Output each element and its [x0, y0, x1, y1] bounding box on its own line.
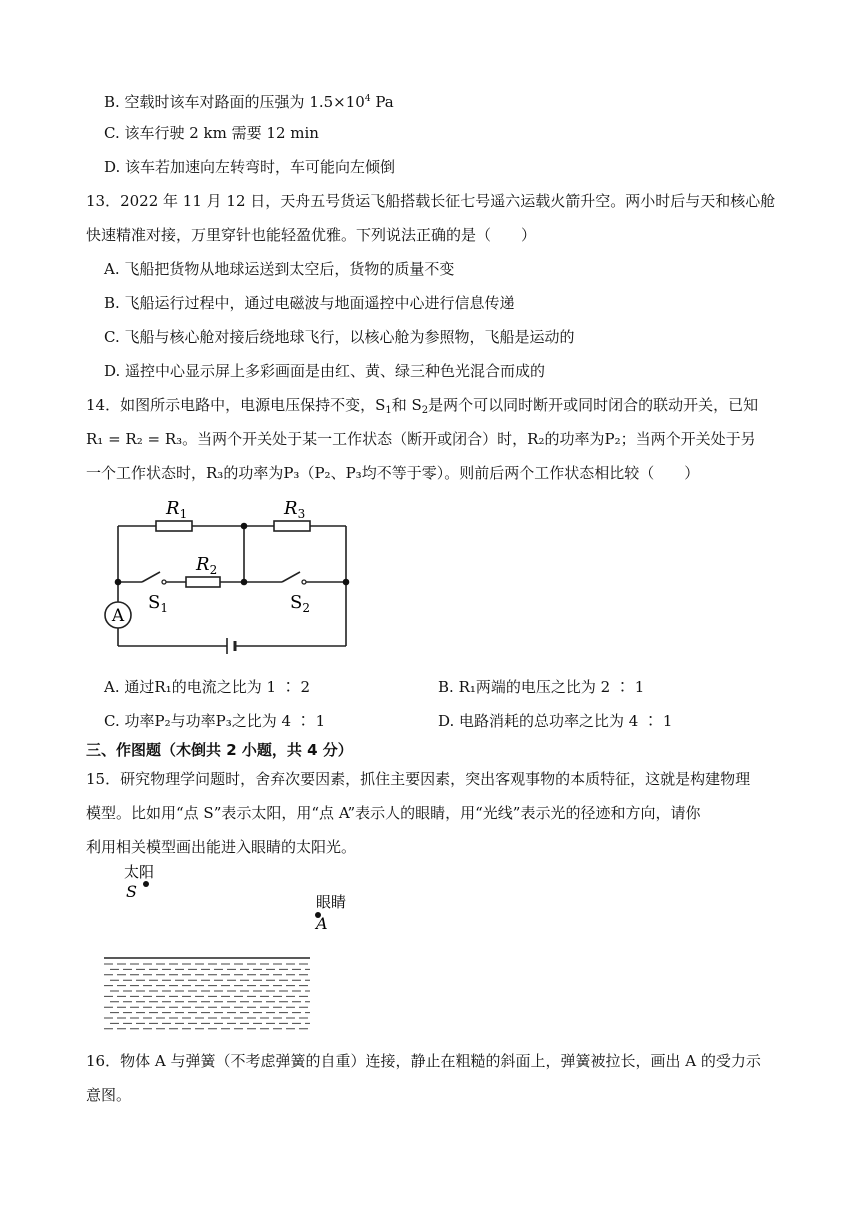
q13-stem-line2: 快速精准对接，万里穿针也能轻盈优雅。下列说法正确的是（ ）: [86, 226, 537, 244]
switch-s2-contact: [302, 580, 306, 584]
q12-option-b-unit: Pa: [370, 93, 394, 111]
q14-text: ；当两个开关处于另: [620, 430, 756, 448]
switch-s1: [142, 572, 160, 582]
q14-option-c-text: C. 功率: [104, 712, 155, 730]
resistor-r3: [274, 521, 310, 531]
q14-text: 和 S: [391, 396, 422, 414]
q14-text: 一个工作状态时，: [86, 464, 207, 482]
q14-text: 14．如图所示电路中，电源电压保持不变，S: [86, 396, 386, 414]
section-title: 三、作图题（木倒共 2 小题，共 4 分）: [86, 741, 353, 759]
label-s1: $S_1$: [148, 592, 168, 615]
q13-stem-line1: 13．2022 年 11 月 12 日，天舟五号货运飞船搭载长征七号遥六运载火箭升空。两小时后与天和核心舱: [86, 192, 776, 210]
junction-dot: [115, 579, 122, 586]
q14-option-a: [104, 677, 310, 697]
q14-option-a-text: A. 通过: [104, 678, 155, 696]
label-r3: $R_3$: [284, 498, 306, 521]
q14-option-a-symbol: R₁: [154, 678, 172, 696]
q14-option-c-text: 之比为 4 ∶ 1: [231, 712, 326, 730]
q14-text: （: [299, 464, 315, 482]
label-s2: $S_2$: [290, 592, 310, 615]
q14-option-c-symbol: P₃: [215, 712, 232, 730]
resistor-r1: [156, 521, 192, 531]
switch-s2: [282, 572, 300, 582]
q14-stem-line1: [86, 395, 758, 421]
junction-dot: [343, 579, 350, 586]
q14-text: 的功率为: [223, 464, 284, 482]
ammeter-label: A: [111, 606, 125, 626]
q14-text: 。当两个开关处于某一工作状态（断开或闭合）时，: [182, 430, 528, 448]
switch-s1-contact: [162, 580, 166, 584]
q14-option-c-symbol: P₂: [154, 712, 171, 730]
q14-option-b-text: B.: [438, 678, 459, 696]
q13-option-a: A. 飞船把货物从地球运送到太空后，货物的质量不变: [104, 260, 455, 278]
q14-symbol: R₃: [206, 464, 224, 482]
q14-option-d: D. 电路消耗的总功率之比为 4 ∶ 1: [438, 712, 673, 730]
q16-stem-line1: 16．物体 A 与弹簧（不考虑弹簧的自重）连接，静止在粗糙的斜面上，弹簧被拉长，画出 A 的受力示: [86, 1052, 761, 1070]
q14-text: 的功率为: [544, 430, 605, 448]
circuit-diagram: [96, 490, 366, 665]
q14-stem-line2: [86, 429, 756, 449]
q14-text: 是两个可以同时断开或同时闭合的联动开关，已知: [428, 396, 759, 414]
q12-option-b: [104, 89, 394, 112]
eye-label: 眼睛: [316, 893, 347, 911]
sun-label: 太阳: [124, 863, 155, 881]
q12-option-d: D. 该车若加速向左转弯时，车可能向左倾倒: [104, 158, 396, 176]
q13-option-b: B. 飞船运行过程中，通过电磁波与地面遥控中心进行信息传递: [104, 294, 515, 312]
q15-stem-line2: 模型。比如用“点 S”表示太阳，用“点 A”表示人的眼睛，用“光线”表示光的径迹和方向，请你: [86, 804, 701, 822]
q14-symbol: P₂: [604, 430, 621, 448]
label-r2: $R_2$: [196, 554, 218, 577]
q14-option-b-symbol: R₁: [458, 678, 476, 696]
q16-stem-line2: 意图。: [86, 1086, 132, 1104]
q12-option-c: C. 该车行驶 2 km 需要 12 min: [104, 124, 319, 142]
q13-option-d: D. 遥控中心显示屏上多彩画面是由红、黄、绿三种色光混合而成的: [104, 362, 546, 380]
q14-option-c: [104, 711, 325, 731]
q14-symbol: P₂、P₃: [314, 464, 362, 482]
q14-sub: 2: [421, 405, 429, 416]
water-body: [104, 964, 310, 1029]
q14-text: 均不等于零）。则前后两个工作状态相比较（ ）: [361, 464, 700, 482]
eye-point-label: A: [316, 914, 328, 933]
sun-point: [143, 881, 149, 887]
junction-dot: [241, 579, 248, 586]
q14-option-b: [438, 677, 644, 697]
q14-option-a-text: 的电流之比为 1 ∶ 2: [171, 678, 311, 696]
q14-option-b-text: 两端的电压之比为 2 ∶ 1: [475, 678, 645, 696]
q12-option-b-text: B. 空载时该车对路面的压强为 1.5×10: [104, 93, 365, 111]
junction-dot: [241, 523, 248, 530]
q14-stem-line3: [86, 463, 699, 483]
label-r1: $R_1$: [166, 498, 188, 521]
q13-option-c: C. 飞船与核心舱对接后绕地球飞行，以核心舱为参照物，飞船是运动的: [104, 328, 575, 346]
q14-symbol: P₃: [283, 464, 300, 482]
light-diagram: [96, 860, 356, 1038]
q12-option-b-exponent: 4: [364, 94, 371, 104]
q15-stem-line1: 15．研究物理学问题时，舍弃次要因素，抓住主要因素，突出客观事物的本质特征，这就是构建物理: [86, 770, 751, 788]
sun-point-label: S: [126, 882, 137, 901]
q14-symbol: R₂: [527, 430, 545, 448]
q15-stem-line3: 利用相关模型画出能进入眼睛的太阳光。: [86, 838, 357, 856]
q14-sub: 1: [385, 405, 392, 416]
resistor-r2: [186, 577, 220, 587]
q14-option-c-text: 与功率: [170, 712, 216, 730]
q14-equation: R₁ = R₂ = R₃: [86, 430, 183, 448]
